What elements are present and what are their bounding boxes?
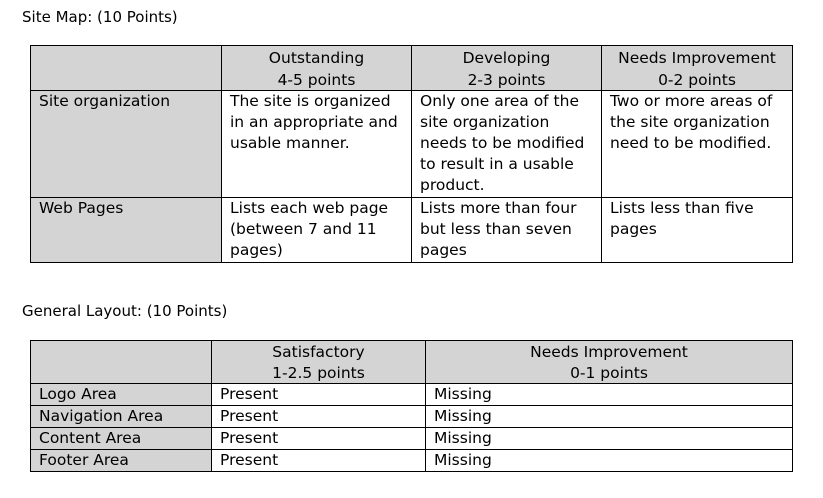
satisfactory-cell: Present — [212, 428, 426, 450]
satisfactory-cell: Present — [212, 450, 426, 472]
header-satisfactory: Satisfactory 1-2.5 points — [212, 341, 426, 384]
row-label-logo-area: Logo Area — [31, 384, 212, 406]
satisfactory-cell: Present — [212, 406, 426, 428]
needs-improvement-cell: Missing — [426, 384, 793, 406]
header-empty-cell — [31, 46, 222, 91]
criteria-cell: Lists each web page (between 7 and 11 pages) — [222, 198, 412, 263]
row-label-footer-area: Footer Area — [31, 450, 212, 472]
criteria-cell: Two or more areas of the site organization need to be modified. — [602, 91, 793, 198]
table-row — [31, 450, 793, 472]
table-row — [31, 428, 793, 450]
row-label-web-pages: Web Pages — [31, 198, 222, 263]
header-outstanding: Outstanding 4-5 points — [222, 46, 412, 91]
criteria-cell: Only one area of the site organization needs to be modified to result in a usable product. — [412, 91, 602, 198]
table-row — [31, 198, 793, 263]
table-row — [31, 384, 793, 406]
needs-improvement-cell: Missing — [426, 428, 793, 450]
header-empty-cell — [31, 341, 212, 384]
row-label-navigation-area: Navigation Area — [31, 406, 212, 428]
header-needs-improvement: Needs Improvement 0-1 points — [426, 341, 793, 384]
row-label-site-organization: Site organization — [31, 91, 222, 198]
criteria-cell: Lists less than five pages — [602, 198, 793, 263]
header-needs-improvement: Needs Improvement 0-2 points — [602, 46, 793, 91]
row-label-content-area: Content Area — [31, 428, 212, 450]
site-map-header-row — [31, 46, 793, 91]
criteria-cell: The site is organized in an appropriate and usable manner. — [222, 91, 412, 198]
needs-improvement-cell: Missing — [426, 406, 793, 428]
satisfactory-cell: Present — [212, 384, 426, 406]
table-row — [31, 406, 793, 428]
needs-improvement-cell: Missing — [426, 450, 793, 472]
table-row — [31, 91, 793, 198]
general-layout-rubric-table — [30, 340, 793, 472]
general-layout-heading: General Layout: (10 Points) — [22, 302, 228, 320]
site-map-heading: Site Map: (10 Points) — [22, 8, 178, 26]
header-developing: Developing 2-3 points — [412, 46, 602, 91]
general-layout-header-row — [31, 341, 793, 384]
site-map-rubric-table — [30, 45, 793, 263]
criteria-cell: Lists more than four but less than seven pages — [412, 198, 602, 263]
